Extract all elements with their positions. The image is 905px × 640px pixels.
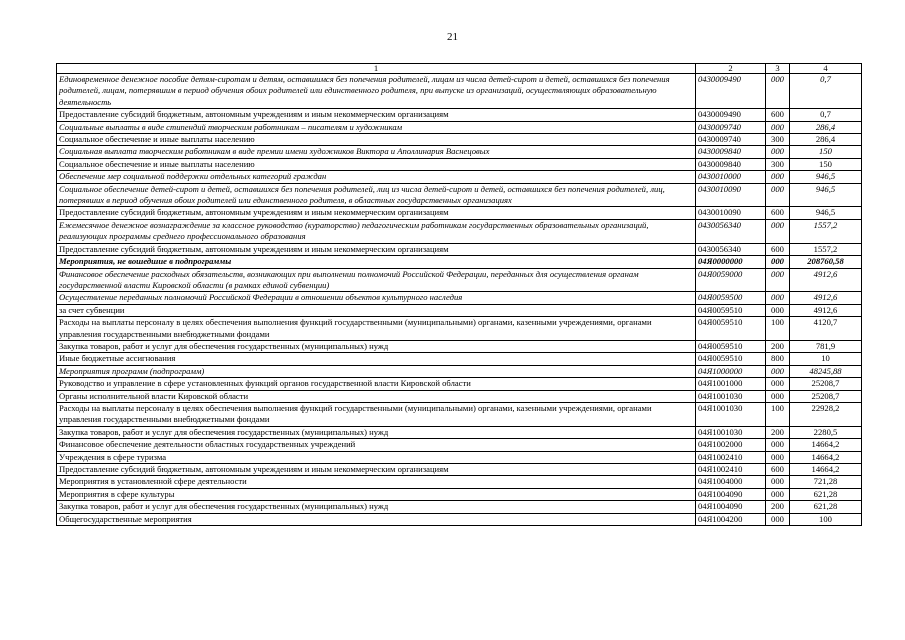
row-amount-cell: 946,5: [790, 183, 862, 207]
row-amount-cell: 0,7: [790, 74, 862, 109]
row-code-cell: 0430009490: [696, 74, 766, 109]
row-amount-cell: 621,28: [790, 488, 862, 500]
row-amount-cell: 150: [790, 146, 862, 158]
row-type-cell: 000: [766, 365, 790, 377]
row-code-cell: 04Я1004000: [696, 476, 766, 488]
table-row: [57, 340, 862, 352]
row-code-cell: 04Я1002410: [696, 464, 766, 476]
table-row: [57, 146, 862, 158]
table-row: [57, 426, 862, 438]
row-amount-cell: 14664,2: [790, 451, 862, 463]
row-type-cell: 000: [766, 476, 790, 488]
row-name-cell: Предоставление субсидий бюджетным, автономным учреждениям и иным некоммерческим организациям: [57, 464, 696, 476]
row-name-cell: Обеспечение мер социальной поддержки отдельных категорий граждан: [57, 171, 696, 183]
row-code-cell: 04Я1002000: [696, 439, 766, 451]
row-code-cell: 04Я1000000: [696, 365, 766, 377]
row-code-cell: 04Я1001000: [696, 378, 766, 390]
table-row: [57, 378, 862, 390]
row-name-cell: Социальные выплаты в виде стипендий творческим работникам – писателям и художникам: [57, 121, 696, 133]
table-row: [57, 292, 862, 304]
row-type-cell: 000: [766, 74, 790, 109]
page-number: 21: [447, 31, 458, 43]
table-row: [57, 256, 862, 268]
row-code-cell: 04Я0059000: [696, 268, 766, 292]
row-name-cell: Мероприятия программ (подпрограмм): [57, 365, 696, 377]
table-row: [57, 317, 862, 341]
row-type-cell: 000: [766, 488, 790, 500]
row-type-cell: 000: [766, 451, 790, 463]
row-type-cell: 000: [766, 256, 790, 268]
row-name-cell: Осуществление переданных полномочий Российской Федерации в отношении объектов культурного наследия: [57, 292, 696, 304]
row-name-cell: Социальная выплата творческим работникам в виде премии имени художников Виктора и Аполлинария Васнецовых: [57, 146, 696, 158]
row-amount-cell: 14664,2: [790, 464, 862, 476]
table-row: [57, 439, 862, 451]
row-code-cell: 04Я0059510: [696, 353, 766, 365]
row-type-cell: 300: [766, 134, 790, 146]
row-code-cell: 0430056340: [696, 243, 766, 255]
row-code-cell: 0430009740: [696, 134, 766, 146]
table-row: [57, 304, 862, 316]
row-amount-cell: 22928,2: [790, 402, 862, 426]
table-row: [57, 353, 862, 365]
row-code-cell: 04Я0000000: [696, 256, 766, 268]
table-row: [57, 464, 862, 476]
row-amount-cell: 2280,5: [790, 426, 862, 438]
row-type-cell: 200: [766, 340, 790, 352]
row-type-cell: 200: [766, 501, 790, 513]
table-row: [57, 158, 862, 170]
row-name-cell: Общегосударственные мероприятия: [57, 513, 696, 525]
row-amount-cell: 946,5: [790, 171, 862, 183]
row-name-cell: Учреждения в сфере туризма: [57, 451, 696, 463]
row-code-cell: 04Я1001030: [696, 426, 766, 438]
row-amount-cell: 721,28: [790, 476, 862, 488]
row-type-cell: 000: [766, 146, 790, 158]
row-name-cell: Предоставление субсидий бюджетным, автономным учреждениям и иным некоммерческим организациям: [57, 109, 696, 121]
row-amount-cell: 10: [790, 353, 862, 365]
table-row: [57, 207, 862, 219]
row-type-cell: 000: [766, 121, 790, 133]
row-amount-cell: 4912,6: [790, 292, 862, 304]
row-name-cell: за счет субвенции: [57, 304, 696, 316]
table-row: [57, 109, 862, 121]
row-type-cell: 600: [766, 207, 790, 219]
row-code-cell: 0430009840: [696, 146, 766, 158]
row-code-cell: 04Я0059510: [696, 317, 766, 341]
row-name-cell: Закупка товаров, работ и услуг для обеспечения государственных (муниципальных) нужд: [57, 426, 696, 438]
header-col-4: 4: [790, 64, 862, 74]
row-amount-cell: 4912,6: [790, 268, 862, 292]
row-code-cell: 04Я0059500: [696, 292, 766, 304]
table-row: [57, 171, 862, 183]
row-name-cell: Иные бюджетные ассигнования: [57, 353, 696, 365]
row-amount-cell: 14664,2: [790, 439, 862, 451]
row-type-cell: 600: [766, 109, 790, 121]
row-type-cell: 100: [766, 317, 790, 341]
row-code-cell: 0430056340: [696, 219, 766, 243]
row-type-cell: 100: [766, 402, 790, 426]
row-name-cell: Предоставление субсидий бюджетным, автономным учреждениям и иным некоммерческим организациям: [57, 243, 696, 255]
row-amount-cell: 25208,7: [790, 378, 862, 390]
table-row: [57, 243, 862, 255]
table-row: [57, 451, 862, 463]
row-type-cell: 300: [766, 158, 790, 170]
row-name-cell: Финансовое обеспечение расходных обязательств, возникающих при выполнении полномочий Российской Федерации, переданных для осуществления органам государственной власти Кировской области (в рамках единой субвенции): [57, 268, 696, 292]
budget-table: [56, 63, 862, 526]
row-code-cell: 0430009840: [696, 158, 766, 170]
row-amount-cell: 0,7: [790, 109, 862, 121]
row-name-cell: Социальное обеспечение детей-сирот и детей, оставшихся без попечения родителей, лиц из числа детей-сирот и детей, оставшихся без попечения родителей, лиц, потерявших в период обучения обоих родителей или единственного родителя, в областных государственных организациях: [57, 183, 696, 207]
table-row: [57, 134, 862, 146]
row-type-cell: 600: [766, 243, 790, 255]
row-name-cell: Предоставление субсидий бюджетным, автономным учреждениям и иным некоммерческим организациям: [57, 207, 696, 219]
row-code-cell: 0430009740: [696, 121, 766, 133]
row-amount-cell: 946,5: [790, 207, 862, 219]
row-type-cell: 000: [766, 390, 790, 402]
row-amount-cell: 208760,58: [790, 256, 862, 268]
table-row: [57, 121, 862, 133]
table-row: [57, 390, 862, 402]
table-row: [57, 402, 862, 426]
row-code-cell: 04Я0059510: [696, 304, 766, 316]
table-row: [57, 488, 862, 500]
row-code-cell: 0430009490: [696, 109, 766, 121]
table-row: [57, 268, 862, 292]
row-name-cell: Мероприятия в установленной сфере деятельности: [57, 476, 696, 488]
table-row: [57, 183, 862, 207]
row-name-cell: Финансовое обеспечение деятельности областных государственных учреждений: [57, 439, 696, 451]
table-row: [57, 476, 862, 488]
row-amount-cell: 4120,7: [790, 317, 862, 341]
row-amount-cell: 100: [790, 513, 862, 525]
row-code-cell: 0430010000: [696, 171, 766, 183]
row-code-cell: 04Я0059510: [696, 340, 766, 352]
row-name-cell: Руководство и управление в сфере установленных функций органов государственной власти Кировской области: [57, 378, 696, 390]
row-code-cell: 04Я1004090: [696, 488, 766, 500]
row-amount-cell: 150: [790, 158, 862, 170]
row-type-cell: 000: [766, 183, 790, 207]
row-code-cell: 04Я1004090: [696, 501, 766, 513]
row-type-cell: 000: [766, 292, 790, 304]
row-type-cell: 000: [766, 439, 790, 451]
row-name-cell: Социальное обеспечение и иные выплаты населению: [57, 158, 696, 170]
row-type-cell: 000: [766, 378, 790, 390]
row-type-cell: 600: [766, 464, 790, 476]
row-amount-cell: 1557,2: [790, 219, 862, 243]
row-amount-cell: 4912,6: [790, 304, 862, 316]
header-col-1: 1: [57, 64, 696, 74]
row-code-cell: 04Я1002410: [696, 451, 766, 463]
row-code-cell: 04Я1004200: [696, 513, 766, 525]
table-row: [57, 501, 862, 513]
row-code-cell: 04Я1001030: [696, 402, 766, 426]
row-name-cell: Органы исполнительной власти Кировской области: [57, 390, 696, 402]
row-name-cell: Закупка товаров, работ и услуг для обеспечения государственных (муниципальных) нужд: [57, 501, 696, 513]
row-code-cell: 0430010090: [696, 183, 766, 207]
row-amount-cell: 25208,7: [790, 390, 862, 402]
row-amount-cell: 1557,2: [790, 243, 862, 255]
row-amount-cell: 781,9: [790, 340, 862, 352]
row-type-cell: 800: [766, 353, 790, 365]
row-name-cell: Расходы на выплаты персоналу в целях обеспечения выполнения функций государственными (муниципальными) органами, казенными учреждениями, органами управления государственными внебюджетными фондами: [57, 317, 696, 341]
row-type-cell: 000: [766, 304, 790, 316]
row-type-cell: 000: [766, 219, 790, 243]
table-row: [57, 219, 862, 243]
row-code-cell: 04Я1001030: [696, 390, 766, 402]
row-amount-cell: 48245,88: [790, 365, 862, 377]
row-name-cell: Мероприятия в сфере культуры: [57, 488, 696, 500]
row-name-cell: Ежемесячное денежное вознаграждение за классное руководство (кураторство) педагогическим работникам государственных образовательных организаций, реализующих программы среднего профессионального образования: [57, 219, 696, 243]
row-amount-cell: 286,4: [790, 121, 862, 133]
row-name-cell: Мероприятия, не вошедшие в подпрограммы: [57, 256, 696, 268]
row-name-cell: Расходы на выплаты персоналу в целях обеспечения выполнения функций государственными (муниципальными) органами, казенными учреждениями, органами управления государственными внебюджетными фондами: [57, 402, 696, 426]
row-type-cell: 000: [766, 268, 790, 292]
row-amount-cell: 286,4: [790, 134, 862, 146]
header-col-2: 2: [696, 64, 766, 74]
row-name-cell: Социальное обеспечение и иные выплаты населению: [57, 134, 696, 146]
row-type-cell: 000: [766, 513, 790, 525]
table-row: [57, 74, 862, 109]
row-type-cell: 200: [766, 426, 790, 438]
row-name-cell: Закупка товаров, работ и услуг для обеспечения государственных (муниципальных) нужд: [57, 340, 696, 352]
table-header-row: [57, 64, 862, 74]
header-col-3: 3: [766, 64, 790, 74]
row-amount-cell: 621,28: [790, 501, 862, 513]
row-code-cell: 0430010090: [696, 207, 766, 219]
table-row: [57, 513, 862, 525]
table-row: [57, 365, 862, 377]
row-type-cell: 000: [766, 171, 790, 183]
row-name-cell: Единовременное денежное пособие детям-сиротам и детям, оставшимся без попечения родителей, лицам из числа детей-сирот и детей, оставшихся без попечения родителей, лицам, потерявшим в период обучения обоих родителей или единственного родителя, при выпуске из организаций, осуществляющих образовательную деятельность: [57, 74, 696, 109]
